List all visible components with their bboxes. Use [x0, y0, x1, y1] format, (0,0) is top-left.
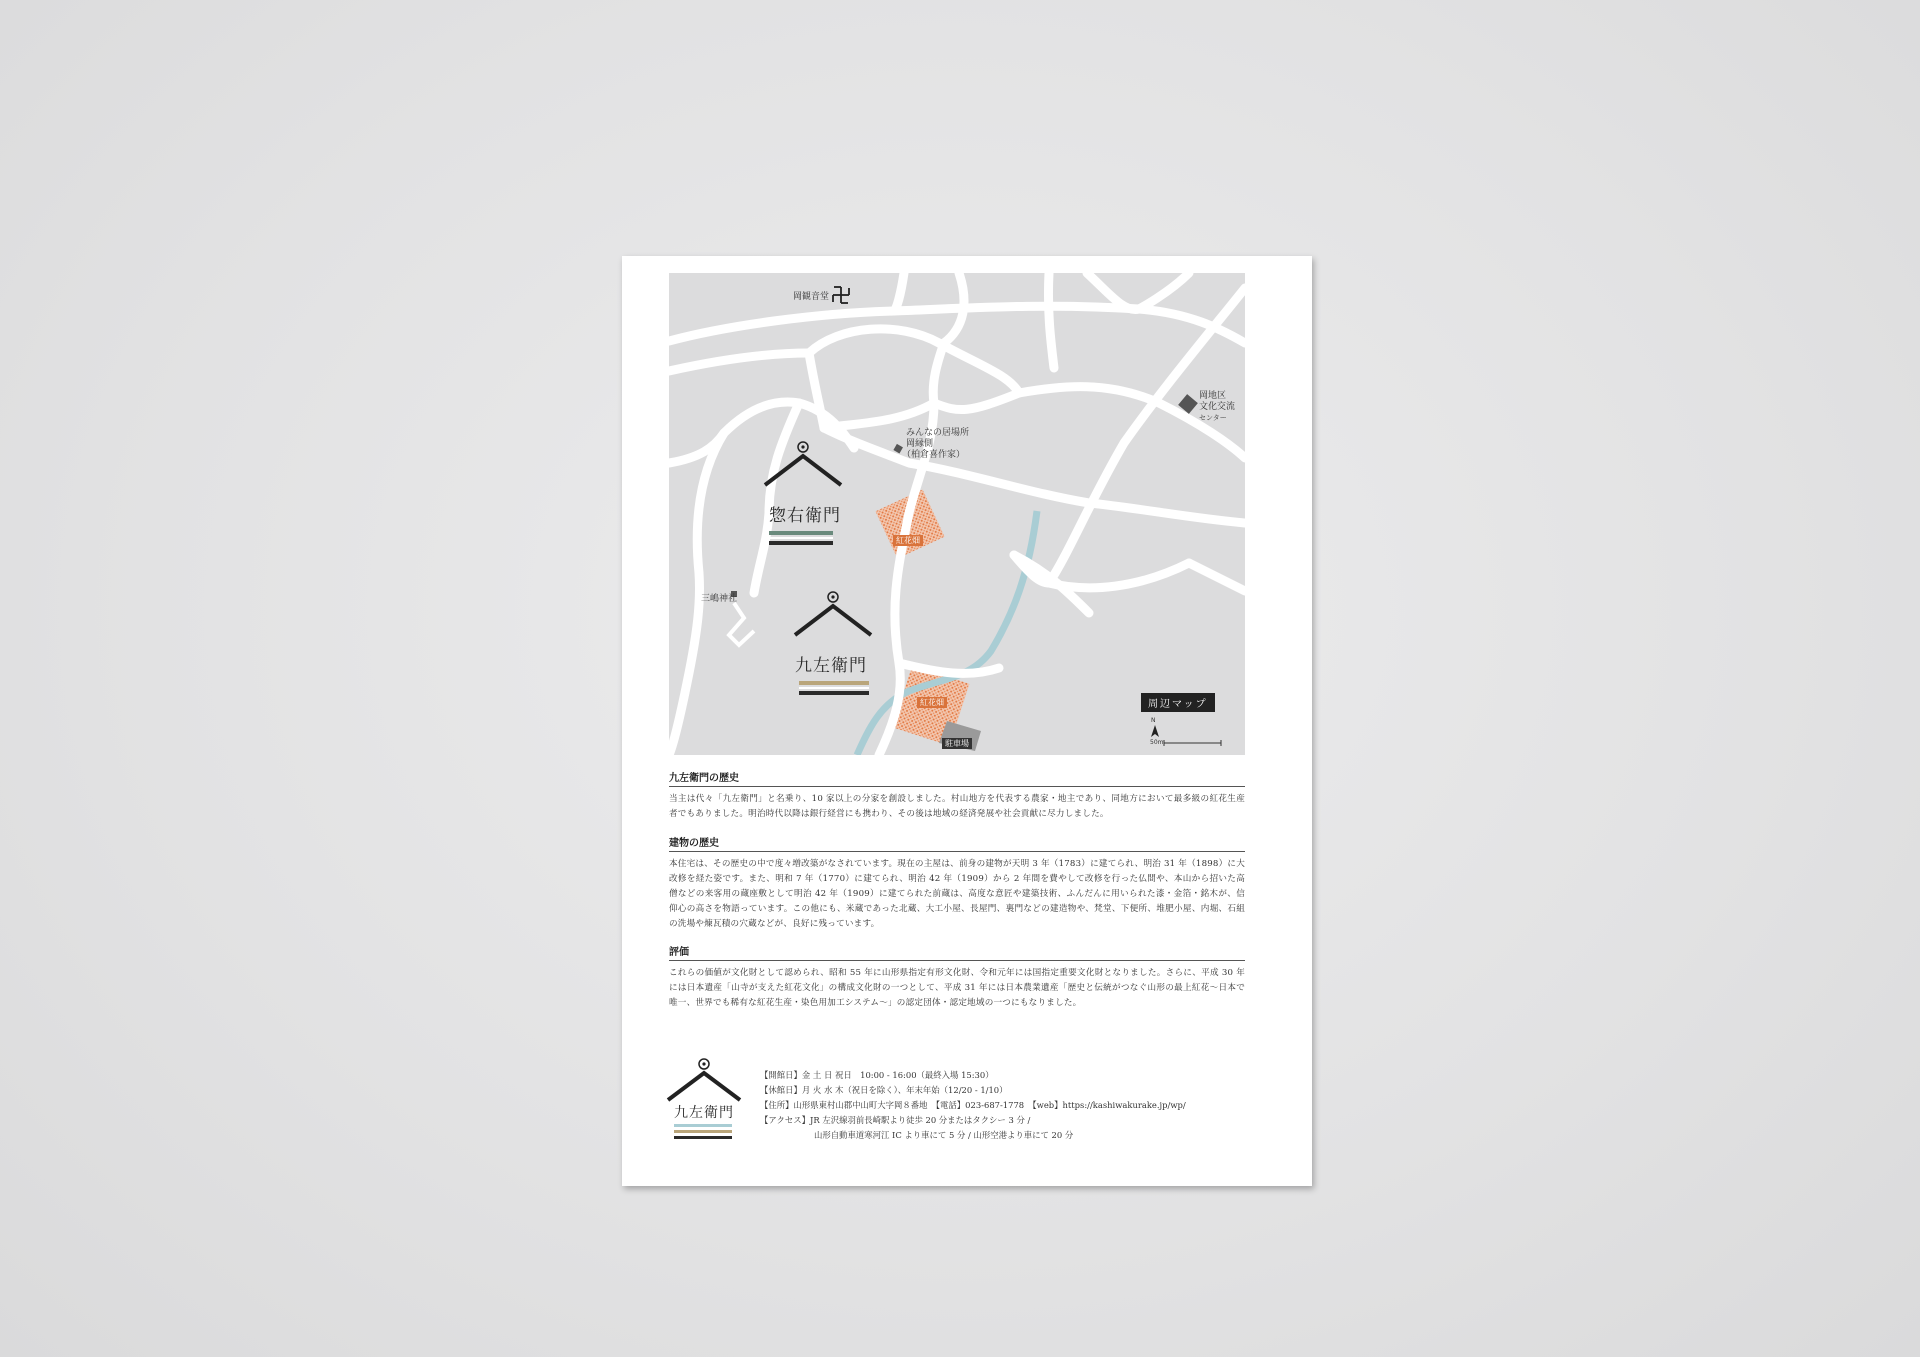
stripe-dark: [799, 691, 869, 695]
footer-info: [760, 1068, 1186, 1143]
open-days: 【開館日】金 土 日 祝日 10:00 - 16:00（最終入場 15:30）: [760, 1070, 994, 1080]
label-north: N: [1151, 717, 1156, 724]
stripe-white: [769, 537, 833, 539]
label-culture-center-2: 文化交流: [1199, 402, 1236, 412]
label-culture-center-3: センター: [1199, 414, 1227, 422]
stripe-green: [769, 531, 833, 535]
family-name-bottom: 九左衛門: [795, 656, 867, 676]
footer-logo-name: 九左衛門: [674, 1105, 734, 1121]
access-line-1: 【アクセス】JR 左沢線羽前長崎駅より徒歩 20 分またはタクシー 3 分 /: [760, 1115, 1031, 1125]
label-minna-1: みんなの居場所: [906, 428, 970, 438]
closed-days: 【休館日】月 火 水 木（祝日を除く）、年末年始（12/20 - 1/10）: [760, 1085, 1008, 1095]
section-building: [669, 834, 1245, 932]
label-field-2: 紅花畑: [917, 697, 947, 708]
section-evaluation: [669, 943, 1245, 1011]
label-parking: 駐車場: [942, 738, 972, 749]
address-line: 【住所】山形県東村山郡中山町大字岡８番地 【電話】023-687-1778 【web】https://kashiwakurake.jp/wp/: [760, 1100, 1186, 1110]
access-line-2: 山形自動車道寒河江 IC より車にて 5 分 / 山形空港より車にて 20 分: [814, 1130, 1074, 1140]
section-title: 建物の歴史: [669, 834, 1245, 852]
footer-logo: [666, 1046, 746, 1146]
section-title: 評価: [669, 943, 1245, 961]
label-minna-2: 岡縁側: [906, 439, 934, 449]
area-map: [669, 273, 1245, 755]
section-history: [669, 769, 1245, 822]
section-body: 当主は代々「九左衛門」と名乗り、10 家以上の分家を創設しました。村山地方を代表する農家・地主であり、同地方において最多級の紅花生産者でもありました。明治時代以降は銀行経営にも携わり、その後は地域の経済発展や社会貢献に尽力しました。: [669, 794, 1245, 819]
stripe-gold: [799, 681, 869, 685]
label-minna-3: （柏倉喜作家）: [902, 450, 966, 460]
stripe-dark: [769, 541, 833, 545]
section-title: 九左衛門の歴史: [669, 769, 1245, 787]
family-name-top: 惣右衛門: [769, 506, 841, 526]
label-temple: 岡観音堂: [793, 292, 830, 302]
map-badge: 周辺マップ: [1141, 693, 1215, 712]
label-shrine: 三嶋神社: [701, 594, 738, 604]
label-culture-center-1: 岡地区: [1199, 391, 1227, 401]
roof-crest-icon: [666, 1046, 746, 1146]
section-body: これらの価値が文化財として認められ、昭和 55 年に山形県指定有形文化財、令和元年には国指定重要文化財となりました。さらに、平成 30 年には日本遺産「山寺が支えた紅花文化」の構成文化財の一つとして、平成 31 年には日本農業遺産「歴史と伝統がつなぐ山形の最上紅花〜日本で唯一、世界でも稀有な紅花生産・染色用加工システム〜」の認定団体・認定地域の一つにもなりました。: [669, 968, 1245, 1008]
section-body: 本住宅は、その歴史の中で度々増改築がなされています。現在の主屋は、前身の建物が天明 3 年（1783）に建てられ、明治 31 年（1898）に大改修を経た姿です。また、明和 7 年（1770）に建てられ、明治 42 年（1909）から 2 年間を費やして改修を行った仏間や、本山から招いた高僧などの来客用の蔵座敷として明治 42 年（1909）に建てられた前蔵は、高度な意匠や建築技術、ふんだんに用いられた漆・金箔・銘木が、信仰心の高さを物語っています。この他にも、米蔵であった北蔵、大工小屋、長屋門、裏門などの建造物や、梵堂、下便所、堆肥小屋、内堀、石組の洗場や煉瓦積の穴蔵などが、良好に残っています。: [669, 859, 1245, 929]
label-field-1: 紅花畑: [893, 535, 923, 546]
map-graphic: [669, 273, 1245, 755]
stripe-white: [799, 687, 869, 689]
flyer-sheet: [622, 256, 1312, 1186]
label-scale: 50m: [1150, 739, 1164, 746]
